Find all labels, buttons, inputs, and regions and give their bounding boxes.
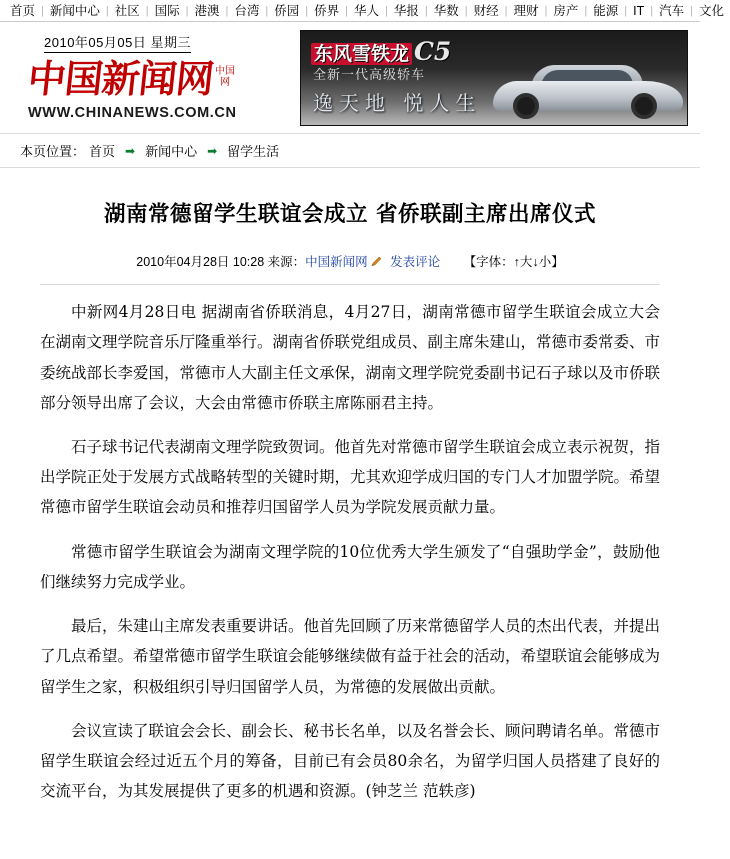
site-header: [0, 22, 700, 134]
nav-item-9[interactable]: 华报: [393, 3, 419, 18]
nav-separator: |: [464, 4, 468, 17]
article-container: [0, 168, 700, 830]
nav-item-1[interactable]: 新闻中心: [49, 3, 100, 18]
article-paragraph: 中新网4月28日电 据湖南省侨联消息，4月27日，湖南常德市留学生联谊会成立大会在湖南文理学院音乐厅隆重举行。湖南省侨联党组成员、副主席朱建山，常德市委常委、市委统战部长李爱国，常德市人大副主任文承保，湖南文理学院党委副书记石子球以及市侨联部分领导出席了会议，大会由常德市侨联主席陈丽君主持。: [40, 303, 661, 412]
ad-slogan-left: 逸天地: [313, 91, 391, 115]
logo-badge-line2: 网: [220, 77, 231, 88]
article-body: [40, 297, 660, 806]
nav-item-17[interactable]: 文化: [698, 3, 724, 18]
article-timestamp: 2010年04月28日 10:28: [136, 255, 265, 270]
article-meta: [40, 252, 660, 285]
font-size-close: 】: [551, 255, 564, 270]
breadcrumb-item-study-abroad[interactable]: 留学生活: [227, 144, 280, 159]
nav-item-13[interactable]: 房产: [553, 3, 579, 18]
article-paragraph: 石子球书记代表湖南文理学院致贺词。他首先对常德市留学生联谊会成立表示祝贺，指出学院正处于发展方式战略转型的关键时期，尤其欢迎学成归国的专门人才加盟学院。希望常德市留学生联谊会动员和推荐归国留学人员为学院发展贡献力量。: [40, 437, 661, 517]
nav-separator: |: [41, 4, 44, 17]
nav-item-2[interactable]: 社区: [114, 3, 140, 18]
article-source-link[interactable]: 中国新闻网: [305, 255, 368, 270]
nav-item-11[interactable]: 财经: [473, 3, 499, 18]
nav-item-14[interactable]: 能源: [593, 3, 619, 18]
nav-separator: |: [185, 4, 189, 17]
site-url: WWW.CHINANEWS.COM.CN: [28, 105, 237, 121]
breadcrumb-item-news-center[interactable]: 新闻中心: [145, 144, 198, 159]
nav-separator: |: [305, 4, 309, 17]
logo-text: 中国新闻网: [25, 56, 216, 101]
nav-item-6[interactable]: 侨园: [274, 3, 300, 18]
nav-item-8[interactable]: 华人: [354, 3, 380, 18]
article-source-label: 来源：: [267, 255, 306, 270]
ad-subtitle: 全新一代高级轿车: [313, 67, 426, 82]
ad-model: C5: [414, 37, 452, 66]
font-size-controls: [464, 255, 564, 269]
nav-item-15[interactable]: IT: [633, 3, 645, 18]
nav-separator: |: [544, 4, 548, 17]
nav-item-7[interactable]: 侨界: [314, 3, 340, 18]
car-wheel-rear: [631, 93, 657, 119]
site-logo-block: [25, 28, 288, 121]
nav-separator: |: [624, 4, 628, 17]
ad-slogan: [313, 87, 481, 116]
nav-separator: |: [504, 4, 508, 17]
article-paragraph: 最后，朱建山主席发表重要讲话。他首先回顾了历来常德留学人员的杰出代表，并提出了几点希望。希望常德市留学生联谊会能够继续做有益于社会的活动，希望联谊会能够成为留学生之家，积极组织引导归国留学人员，为常德的发展做出贡献。: [40, 617, 661, 696]
nav-separator: |: [690, 4, 693, 17]
nav-item-10[interactable]: 华数: [433, 3, 459, 18]
advertisement-banner[interactable]: [300, 30, 688, 126]
ad-brand-text: 东风雪铁龙: [311, 43, 412, 65]
nav-separator: |: [345, 4, 348, 17]
page-title: 湖南常德留学生联谊会成立 省侨联副主席出席仪式: [104, 202, 596, 227]
car-wheel-front: [513, 93, 539, 119]
nav-item-0[interactable]: 首页: [10, 3, 36, 18]
logo-badge: [215, 57, 235, 88]
nav-item-16[interactable]: 汽车: [659, 3, 685, 18]
nav-separator: |: [424, 4, 428, 17]
font-size-increase-button[interactable]: ↑大: [513, 255, 533, 270]
car-illustration: [483, 61, 693, 123]
breadcrumb-arrow-icon: ➡: [207, 143, 218, 158]
nav-separator: |: [265, 4, 269, 17]
font-size-decrease-button[interactable]: 小: [538, 255, 552, 270]
top-navigation-bar: [0, 0, 724, 22]
nav-separator: |: [225, 4, 229, 17]
font-size-divider: ↓: [532, 255, 539, 270]
font-size-label: 【字体：: [463, 255, 514, 270]
breadcrumb-item-home[interactable]: 首页: [89, 144, 116, 159]
breadcrumb-arrow-icon: ➡: [125, 143, 136, 158]
nav-item-12[interactable]: 理财: [513, 3, 539, 18]
header-date: [44, 32, 288, 53]
nav-item-4[interactable]: 港澳: [194, 3, 220, 18]
breadcrumb-prefix: 本页位置：: [20, 144, 86, 159]
nav-separator: |: [105, 4, 109, 17]
post-comment-link[interactable]: 发表评论: [390, 255, 441, 270]
ad-brand: [311, 37, 451, 66]
logo-badge-line1: 中国: [215, 66, 236, 77]
nav-item-5[interactable]: 台湾: [234, 3, 260, 18]
nav-separator: |: [145, 4, 149, 17]
nav-separator: |: [584, 4, 588, 17]
nav-separator: |: [385, 4, 388, 17]
pencil-icon: [371, 256, 382, 267]
nav-item-3[interactable]: 国际: [154, 3, 180, 18]
breadcrumb: [0, 134, 700, 168]
logo-wordmark[interactable]: [25, 56, 288, 103]
nav-separator: |: [650, 4, 654, 17]
article-paragraph: 常德市留学生联谊会为湖南文理学院的10位优秀大学生颁发了“自强助学金”，鼓励他们继续努力完成学业。: [40, 542, 660, 591]
article-paragraph: 会议宣读了联谊会会长、副会长、秘书长名单，以及名誉会长、顾问聘请名单。常德市留学生联谊会经过近五个月的筹备，目前已有会员80余名，为留学归国人员搭建了良好的交流平台，为其发展提供了更多的机遇和资源。(钟芝兰 范轶彦): [40, 721, 661, 801]
header-date-text: 2010年05月05日 星期三: [44, 32, 191, 53]
ad-slogan-right: 悦人生: [403, 91, 482, 115]
